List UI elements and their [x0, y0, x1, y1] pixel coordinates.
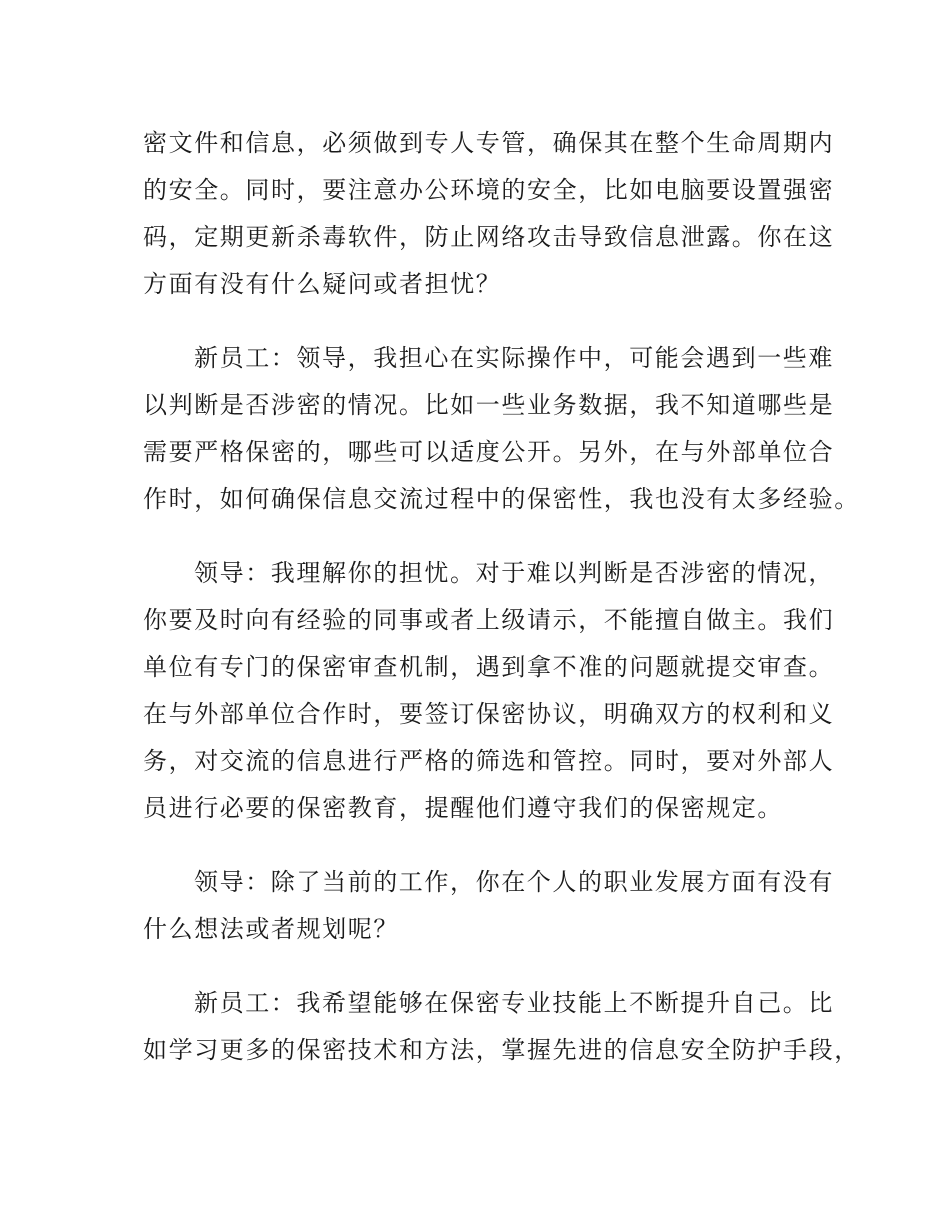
- text-line: 码，定期更新杀毒软件，防止网络攻击导致信息泄露。你在这: [143, 223, 835, 251]
- text-line: 方面有没有什么疑问或者担忧？: [143, 270, 502, 298]
- text-line: 领导：除了当前的工作，你在个人的职业发展方面有没有: [194, 868, 834, 896]
- text-line: 新员工：领导，我担心在实际操作中，可能会遇到一些难: [194, 344, 834, 372]
- text-line: 需要严格保密的，哪些可以适度公开。另外，在与外部单位合: [143, 438, 835, 466]
- document-page: [143, 120, 860, 1101]
- paragraph: [143, 550, 835, 832]
- text-line: 你要及时向有经验的同事或者上级请示，不能擅自做主。我们: [143, 606, 835, 634]
- paragraph: [143, 120, 835, 308]
- text-line: 员进行必要的保密教育，提醒他们遵守我们的保密规定。: [143, 794, 783, 822]
- text-line: 领导：我理解你的担忧。对于难以判断是否涉密的情况，: [194, 559, 834, 587]
- text-line: 密文件和信息，必须做到专人专管，确保其在整个生命周期内: [143, 129, 835, 157]
- text-line: 在与外部单位合作时，要签订保密协议，明确双方的权利和义: [143, 700, 835, 728]
- paragraph: [143, 335, 860, 523]
- paragraph: [143, 980, 860, 1074]
- text-line: 的安全。同时，要注意办公环境的安全，比如电脑要设置强密: [143, 176, 835, 204]
- text-line: 单位有专门的保密审查机制，遇到拿不准的问题就提交审查。: [143, 653, 835, 681]
- text-line: 如学习更多的保密技术和方法，掌握先进的信息安全防护手段，: [143, 1036, 860, 1064]
- text-line: 什么想法或者规划呢？: [143, 915, 399, 943]
- text-line: 作时，如何确保信息交流过程中的保密性，我也没有太多经验。: [143, 485, 860, 513]
- paragraph: [143, 859, 834, 953]
- text-line: 新员工：我希望能够在保密专业技能上不断提升自己。比: [194, 989, 834, 1017]
- text-line: 以判断是否涉密的情况。比如一些业务数据，我不知道哪些是: [143, 391, 835, 419]
- text-line: 务，对交流的信息进行严格的筛选和管控。同时，要对外部人: [143, 747, 835, 775]
